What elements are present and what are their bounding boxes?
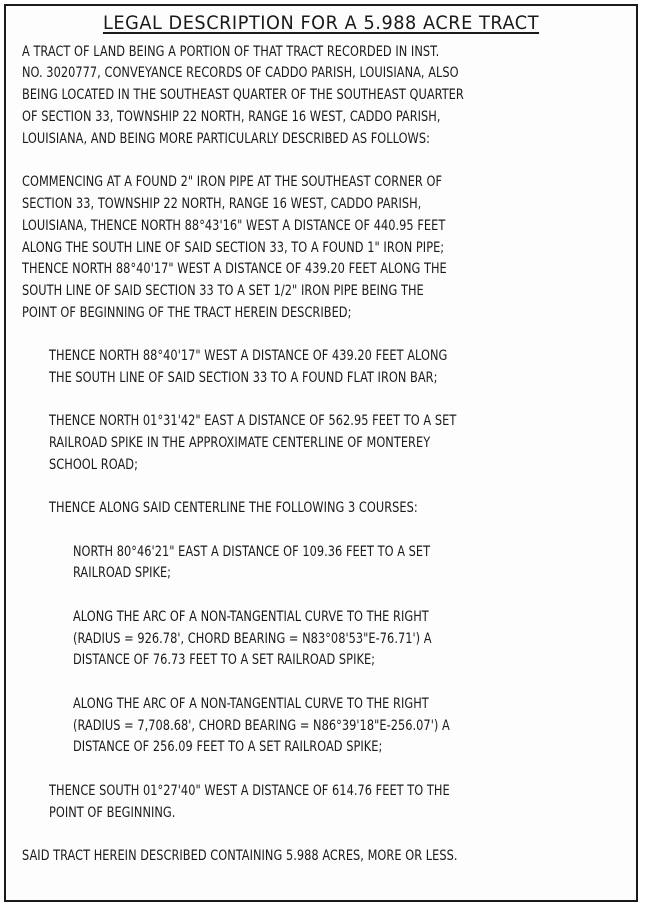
course-2-line-3: SCHOOL ROAD;: [49, 456, 138, 473]
intro-line-1: A TRACT OF LAND BEING A PORTION OF THAT TRACT RECORDED IN INST.: [22, 43, 440, 60]
intro-line-5: LOUISIANA, AND BEING MORE PARTICULARLY DESCRIBED AS FOLLOWS:: [22, 130, 430, 147]
course-1-line-2: THE SOUTH LINE OF SAID SECTION 33 TO A FOUND FLAT IRON BAR;: [49, 369, 438, 386]
course-2-line-2: RAILROAD SPIKE IN THE APPROXIMATE CENTERLINE OF MONTEREY: [49, 434, 431, 451]
sub-course-3-line-2: (RADIUS = 7,708.68', CHORD BEARING = N86°39'18"E-256.07') A: [73, 717, 450, 734]
commencing-line-4: ALONG THE SOUTH LINE OF SAID SECTION 33, TO A FOUND 1" IRON PIPE;: [22, 239, 445, 256]
commencing-line-1: COMMENCING AT A FOUND 2" IRON PIPE AT THE SOUTHEAST CORNER OF: [22, 173, 443, 190]
course-2-line-1: THENCE NORTH 01°31'42" EAST A DISTANCE OF 562.95 FEET TO A SET: [49, 412, 457, 429]
document-title: LEGAL DESCRIPTION FOR A 5.988 ACRE TRACT: [102, 12, 540, 34]
intro-line-2: NO. 3020777, CONVEYANCE RECORDS OF CADDO PARISH, LOUISIANA, ALSO: [22, 64, 459, 81]
sub-course-1-line-2: RAILROAD SPIKE;: [73, 564, 172, 581]
commencing-line-6: SOUTH LINE OF SAID SECTION 33 TO A SET 1/2" IRON PIPE BEING THE: [22, 282, 424, 299]
course-4-line-2: POINT OF BEGINNING.: [49, 804, 176, 821]
closing-statement: SAID TRACT HEREIN DESCRIBED CONTAINING 5.988 ACRES, MORE OR LESS.: [22, 847, 458, 864]
sub-course-3-line-1: ALONG THE ARC OF A NON-TANGENTIAL CURVE TO THE RIGHT: [73, 695, 429, 712]
intro-line-4: OF SECTION 33, TOWNSHIP 22 NORTH, RANGE 16 WEST, CADDO PARISH,: [22, 108, 441, 125]
commencing-line-2: SECTION 33, TOWNSHIP 22 NORTH, RANGE 16 WEST, CADDO PARISH,: [22, 195, 422, 212]
course-1-line-1: THENCE NORTH 88°40'17" WEST A DISTANCE OF 439.20 FEET ALONG: [49, 347, 448, 364]
sub-course-2-line-1: ALONG THE ARC OF A NON-TANGENTIAL CURVE TO THE RIGHT: [73, 608, 429, 625]
commencing-line-5: THENCE NORTH 88°40'17" WEST A DISTANCE OF 439.20 FEET ALONG THE: [22, 260, 447, 277]
intro-line-3: BEING LOCATED IN THE SOUTHEAST QUARTER OF THE SOUTHEAST QUARTER: [22, 86, 464, 103]
course-4-line-1: THENCE SOUTH 01°27'40" WEST A DISTANCE OF 614.76 FEET TO THE: [49, 782, 450, 799]
commencing-line-7: POINT OF BEGINNING OF THE TRACT HEREIN DESCRIBED;: [22, 304, 352, 321]
sub-course-1-line-1: NORTH 80°46'21" EAST A DISTANCE OF 109.36 FEET TO A SET: [73, 543, 431, 560]
course-3-intro: THENCE ALONG SAID CENTERLINE THE FOLLOWING 3 COURSES:: [49, 499, 418, 516]
sub-course-2-line-2: (RADIUS = 926.78', CHORD BEARING = N83°08'53"E-76.71') A: [73, 630, 432, 647]
sub-course-2-line-3: DISTANCE OF 76.73 FEET TO A SET RAILROAD SPIKE;: [73, 651, 376, 668]
commencing-line-3: LOUISIANA, THENCE NORTH 88°43'16" WEST A DISTANCE OF 440.95 FEET: [22, 217, 446, 234]
sub-course-3-line-3: DISTANCE OF 256.09 FEET TO A SET RAILROAD SPIKE;: [73, 738, 383, 755]
legal-description-sheet: [4, 4, 638, 902]
